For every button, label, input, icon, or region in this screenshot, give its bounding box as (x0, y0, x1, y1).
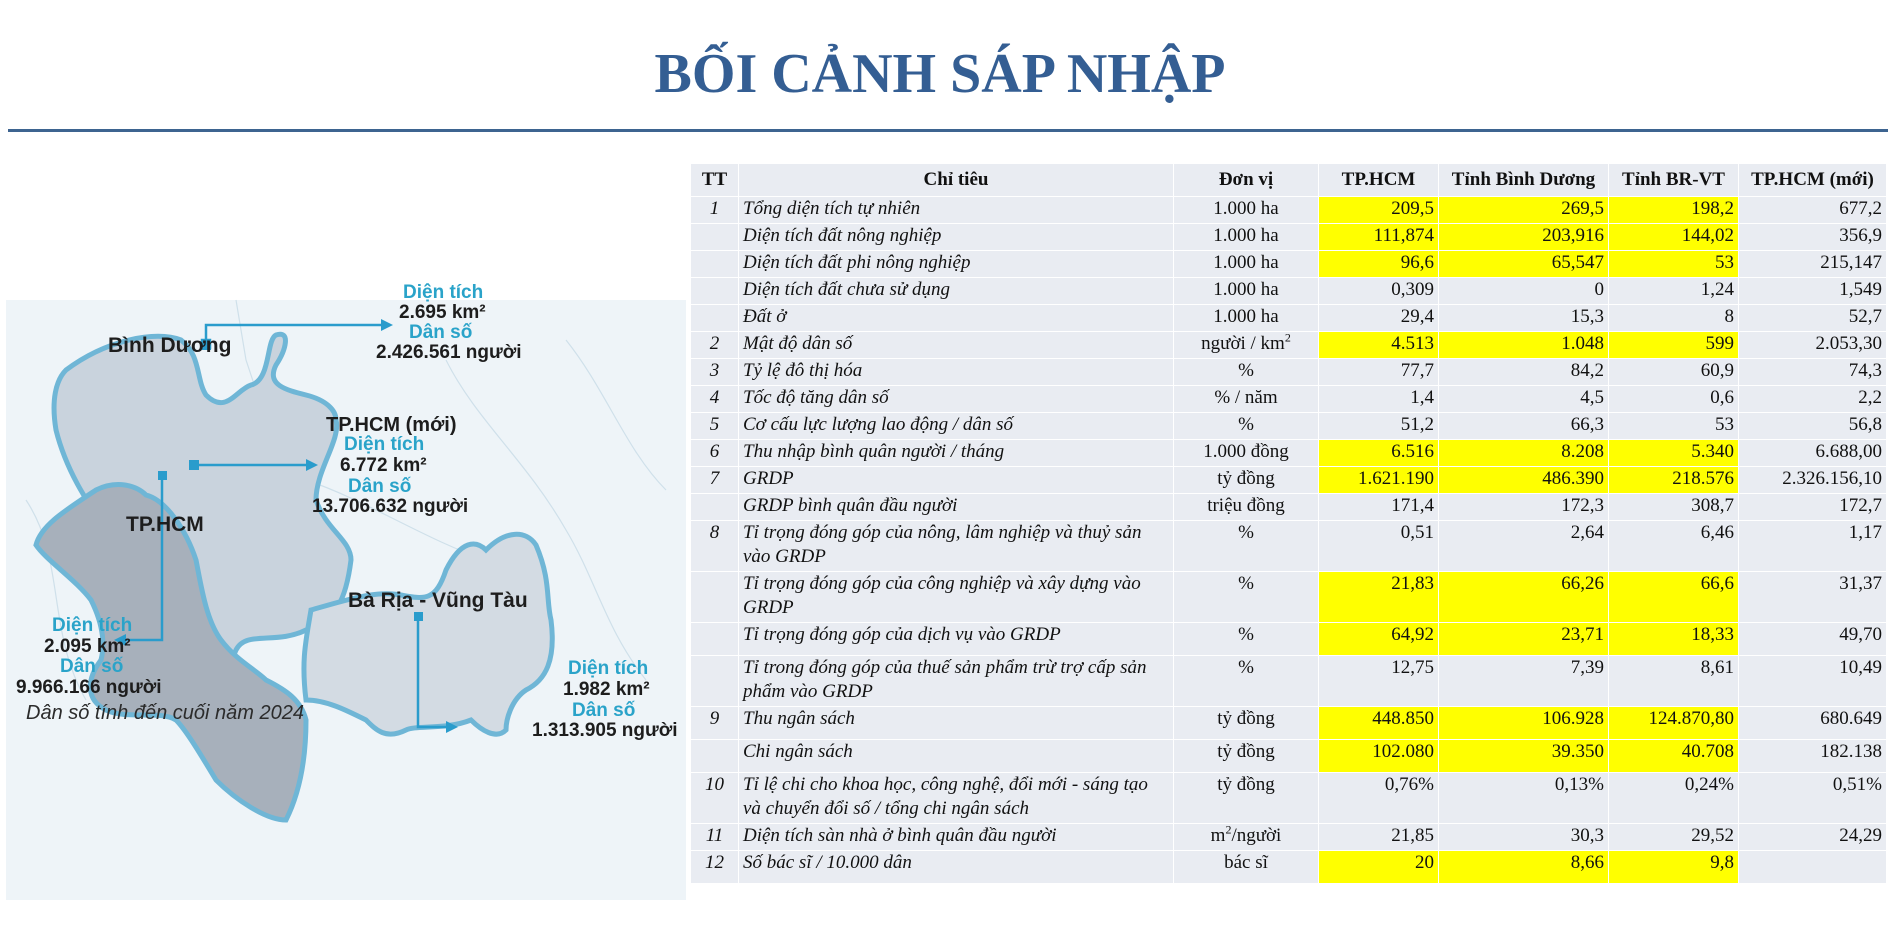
value-brvt: 53 (1609, 413, 1739, 440)
indicator-name: Đất ở (739, 305, 1174, 332)
indicator-name: GRDP (739, 467, 1174, 494)
col-header-brvt: Tỉnh BR-VT (1609, 164, 1739, 197)
table-row (691, 332, 1887, 359)
row-number: 12 (691, 851, 739, 884)
row-number: 7 (691, 467, 739, 494)
bd-area-label: Diện tích (403, 282, 484, 303)
table-row (691, 623, 1887, 656)
row-number: 3 (691, 359, 739, 386)
row-number: 4 (691, 386, 739, 413)
value-hcm: 64,92 (1319, 623, 1439, 656)
indicator-name: Tỉ trọng đóng góp của công nghiệp và xây dựng vào GRDP (739, 572, 1174, 623)
table-row (691, 656, 1887, 707)
indicator-name: Chi ngân sách (739, 740, 1174, 773)
table-row (691, 707, 1887, 740)
value-brvt: 218.576 (1609, 467, 1739, 494)
row-number: 5 (691, 413, 739, 440)
value-hcm-new: 215,147 (1739, 251, 1887, 278)
unit-cell: triệu đồng (1174, 494, 1319, 521)
unit-text: /người (1231, 825, 1282, 846)
indicator-name: Tổng diện tích tự nhiên (739, 197, 1174, 224)
unit-cell: 1.000 ha (1174, 224, 1319, 251)
bd-area-value: 2.695 km² (399, 302, 486, 323)
value-hcm: 209,5 (1319, 197, 1439, 224)
value-hcm-new: 49,70 (1739, 623, 1887, 656)
col-header-tt: TT (691, 164, 739, 197)
unit-cell: 1.000 ha (1174, 251, 1319, 278)
unit-cell: % (1174, 521, 1319, 572)
bd-pop-label: Dân số (409, 322, 473, 343)
row-number (691, 494, 739, 521)
row-number (691, 251, 739, 278)
value-brvt: 0,24% (1609, 773, 1739, 824)
unit-cell: tỷ đồng (1174, 773, 1319, 824)
value-hcm-new: 1,17 (1739, 521, 1887, 572)
brvt-area-label: Diện tích (568, 658, 649, 679)
table-row (691, 305, 1887, 332)
value-brvt: 18,33 (1609, 623, 1739, 656)
value-hcm: 171,4 (1319, 494, 1439, 521)
hcm-area-value: 2.095 km² (44, 636, 131, 657)
value-hcm: 12,75 (1319, 656, 1439, 707)
value-binh-duong: 8,66 (1439, 851, 1609, 884)
value-binh-duong: 23,71 (1439, 623, 1609, 656)
merger-map (6, 282, 686, 900)
value-hcm-new: 24,29 (1739, 824, 1887, 851)
value-binh-duong: 65,547 (1439, 251, 1609, 278)
value-brvt: 1,24 (1609, 278, 1739, 305)
value-hcm-new: 356,9 (1739, 224, 1887, 251)
value-binh-duong: 39.350 (1439, 740, 1609, 773)
indicator-name: Cơ cấu lực lượng lao động / dân số (739, 413, 1174, 440)
unit-cell: % / năm (1174, 386, 1319, 413)
value-binh-duong: 486.390 (1439, 467, 1609, 494)
row-number (691, 278, 739, 305)
row-number: 1 (691, 197, 739, 224)
unit-text: m (1210, 825, 1226, 846)
value-brvt: 599 (1609, 332, 1739, 359)
value-brvt: 308,7 (1609, 494, 1739, 521)
col-header-binh-duong: Tỉnh Bình Dương (1439, 164, 1609, 197)
indicator-name: Tỉ trọng đóng góp của dịch vụ vào GRDP (739, 623, 1174, 656)
unit-cell: 1.000 đồng (1174, 440, 1319, 467)
table-row (691, 521, 1887, 572)
value-brvt: 53 (1609, 251, 1739, 278)
row-number: 2 (691, 332, 739, 359)
table-row (691, 494, 1887, 521)
indicator-name: GRDP bình quân đầu người (739, 494, 1174, 521)
value-hcm-new: 10,49 (1739, 656, 1887, 707)
unit-cell: bác sĩ (1174, 851, 1319, 884)
unit-cell: % (1174, 413, 1319, 440)
table-row (691, 440, 1887, 467)
table-row (691, 224, 1887, 251)
table-row (691, 572, 1887, 623)
row-number (691, 305, 739, 332)
value-hcm: 6.516 (1319, 440, 1439, 467)
table-row (691, 467, 1887, 494)
row-number: 11 (691, 824, 739, 851)
indicator-name: Diện tích đất phi nông nghiệp (739, 251, 1174, 278)
indicator-name: Tốc độ tăng dân số (739, 386, 1174, 413)
unit-cell: tỷ đồng (1174, 467, 1319, 494)
value-hcm: 0,51 (1319, 521, 1439, 572)
value-brvt: 0,6 (1609, 386, 1739, 413)
value-hcm-new: 2.326.156,10 (1739, 467, 1887, 494)
table-row (691, 251, 1887, 278)
table-row (691, 824, 1887, 851)
value-binh-duong: 66,3 (1439, 413, 1609, 440)
value-binh-duong: 7,39 (1439, 656, 1609, 707)
brvt-pop-label: Dân số (572, 700, 636, 721)
value-hcm: 0,76% (1319, 773, 1439, 824)
indicator-name: Tỉ trọng đóng góp của nông, lâm nghiệp và thuỷ sản vào GRDP (739, 521, 1174, 572)
unit-cell: tỷ đồng (1174, 740, 1319, 773)
value-hcm: 51,2 (1319, 413, 1439, 440)
value-binh-duong: 172,3 (1439, 494, 1609, 521)
indicator-name: Số bác sĩ / 10.000 dân (739, 851, 1174, 884)
value-brvt: 8,61 (1609, 656, 1739, 707)
row-number: 8 (691, 521, 739, 572)
value-brvt: 144,02 (1609, 224, 1739, 251)
indicator-name: Tỉ trong đóng góp của thuế sản phẩm trừ trợ cấp sản phẩm vào GRDP (739, 656, 1174, 707)
col-header-indicator: Chỉ tiêu (739, 164, 1174, 197)
value-hcm-new: 2,2 (1739, 386, 1887, 413)
indicator-name: Mật độ dân số (739, 332, 1174, 359)
value-hcm: 21,85 (1319, 824, 1439, 851)
hcm-new-area-label: Diện tích (344, 434, 425, 455)
value-binh-duong: 84,2 (1439, 359, 1609, 386)
unit-cell: % (1174, 623, 1319, 656)
value-binh-duong: 0,13% (1439, 773, 1609, 824)
hcm-new-area-value: 6.772 km² (340, 455, 427, 476)
hcm-pop-label: Dân số (60, 656, 124, 677)
value-hcm-new: 6.688,00 (1739, 440, 1887, 467)
unit-cell: % (1174, 656, 1319, 707)
value-binh-duong: 15,3 (1439, 305, 1609, 332)
col-header-unit: Đơn vị (1174, 164, 1319, 197)
brvt-pop-value: 1.313.905 người (532, 720, 678, 741)
unit-text: người / km (1201, 333, 1285, 354)
indicator-name: Diện tích sàn nhà ở bình quân đầu người (739, 824, 1174, 851)
hcm-area-label: Diện tích (52, 615, 133, 636)
hcm-new-pop-value: 13.706.632 người (312, 496, 469, 517)
value-hcm: 1,4 (1319, 386, 1439, 413)
value-binh-duong: 4,5 (1439, 386, 1609, 413)
table-row (691, 773, 1887, 824)
value-hcm-new: 2.053,30 (1739, 332, 1887, 359)
value-hcm-new (1739, 851, 1887, 884)
value-hcm: 77,7 (1319, 359, 1439, 386)
unit-cell: tỷ đồng (1174, 707, 1319, 740)
row-number: 10 (691, 773, 739, 824)
value-brvt: 29,52 (1609, 824, 1739, 851)
value-brvt: 60,9 (1609, 359, 1739, 386)
brvt-name-label: Bà Rịa - Vũng Tàu (348, 589, 528, 612)
row-number: 9 (691, 707, 739, 740)
page-title: BỐI CẢNH SÁP NHẬP (654, 43, 1226, 105)
value-hcm: 111,874 (1319, 224, 1439, 251)
col-header-hcm: TP.HCM (1319, 164, 1439, 197)
value-brvt: 5.340 (1609, 440, 1739, 467)
table-row (691, 851, 1887, 884)
value-binh-duong: 2,64 (1439, 521, 1609, 572)
value-hcm-new: 74,3 (1739, 359, 1887, 386)
row-number (691, 740, 739, 773)
unit-cell: 1.000 ha (1174, 305, 1319, 332)
value-hcm-new: 0,51% (1739, 773, 1887, 824)
value-brvt: 66,6 (1609, 572, 1739, 623)
value-hcm: 20 (1319, 851, 1439, 884)
value-hcm-new: 677,2 (1739, 197, 1887, 224)
table-row (691, 413, 1887, 440)
value-brvt: 9,8 (1609, 851, 1739, 884)
unit-cell (1174, 332, 1319, 359)
value-brvt: 8 (1609, 305, 1739, 332)
table-row (691, 740, 1887, 773)
table-row (691, 386, 1887, 413)
unit-cell: % (1174, 572, 1319, 623)
value-hcm-new: 56,8 (1739, 413, 1887, 440)
value-hcm-new: 31,37 (1739, 572, 1887, 623)
value-brvt: 6,46 (1609, 521, 1739, 572)
value-binh-duong: 66,26 (1439, 572, 1609, 623)
value-hcm-new: 182.138 (1739, 740, 1887, 773)
population-note: Dân số tính đến cuối năm 2024 (26, 702, 304, 724)
value-binh-duong: 269,5 (1439, 197, 1609, 224)
indicator-name: Tỉ lệ chi cho khoa học, công nghệ, đổi mới - sáng tạo và chuyển đổi số / tổng chi ngân sách (739, 773, 1174, 824)
hcm-new-pop-label: Dân số (348, 476, 412, 497)
value-brvt: 198,2 (1609, 197, 1739, 224)
unit-superscript: 2 (1225, 822, 1232, 837)
value-hcm: 4.513 (1319, 332, 1439, 359)
hcm-pop-value: 9.966.166 người (16, 677, 162, 698)
value-hcm: 21,83 (1319, 572, 1439, 623)
indicator-name: Diện tích đất nông nghiệp (739, 224, 1174, 251)
bd-pop-value: 2.426.561 người (376, 342, 522, 363)
value-brvt: 124.870,80 (1609, 707, 1739, 740)
unit-cell: 1.000 ha (1174, 278, 1319, 305)
value-hcm: 1.621.190 (1319, 467, 1439, 494)
row-number: 6 (691, 440, 739, 467)
value-hcm-new: 1,549 (1739, 278, 1887, 305)
value-hcm: 0,309 (1319, 278, 1439, 305)
hcm-new-name-label: TP.HCM (mới) (326, 414, 457, 436)
value-hcm: 102.080 (1319, 740, 1439, 773)
hcm-name-label: TP.HCM (126, 513, 204, 536)
row-number (691, 224, 739, 251)
value-hcm-new: 680.649 (1739, 707, 1887, 740)
value-binh-duong: 1.048 (1439, 332, 1609, 359)
table-body (691, 197, 1887, 884)
value-hcm: 448.850 (1319, 707, 1439, 740)
unit-cell: 1.000 ha (1174, 197, 1319, 224)
value-brvt: 40.708 (1609, 740, 1739, 773)
value-binh-duong: 106.928 (1439, 707, 1609, 740)
value-binh-duong: 203,916 (1439, 224, 1609, 251)
brvt-area-value: 1.982 km² (563, 679, 650, 700)
row-number (691, 623, 739, 656)
unit-cell (1174, 824, 1319, 851)
row-number (691, 656, 739, 707)
table-header-row (691, 164, 1887, 197)
value-hcm: 96,6 (1319, 251, 1439, 278)
table-row (691, 197, 1887, 224)
value-binh-duong: 30,3 (1439, 824, 1609, 851)
title-divider (8, 129, 1888, 132)
value-binh-duong: 0 (1439, 278, 1609, 305)
row-number (691, 572, 739, 623)
value-hcm: 29,4 (1319, 305, 1439, 332)
value-hcm-new: 172,7 (1739, 494, 1887, 521)
bd-name-label: Bình Dương (108, 334, 232, 357)
value-hcm-new: 52,7 (1739, 305, 1887, 332)
value-binh-duong: 8.208 (1439, 440, 1609, 467)
table-row (691, 359, 1887, 386)
indicator-name: Diện tích đất chưa sử dụng (739, 278, 1174, 305)
unit-superscript: 2 (1284, 330, 1291, 345)
table-row (691, 278, 1887, 305)
merger-comparison-table (690, 163, 1887, 884)
unit-cell: % (1174, 359, 1319, 386)
region-map-graphic (6, 300, 686, 900)
indicator-name: Tỷ lệ đô thị hóa (739, 359, 1174, 386)
indicator-name: Thu ngân sách (739, 707, 1174, 740)
indicator-name: Thu nhập bình quân người / tháng (739, 440, 1174, 467)
col-header-hcm-new: TP.HCM (mới) (1739, 164, 1887, 197)
